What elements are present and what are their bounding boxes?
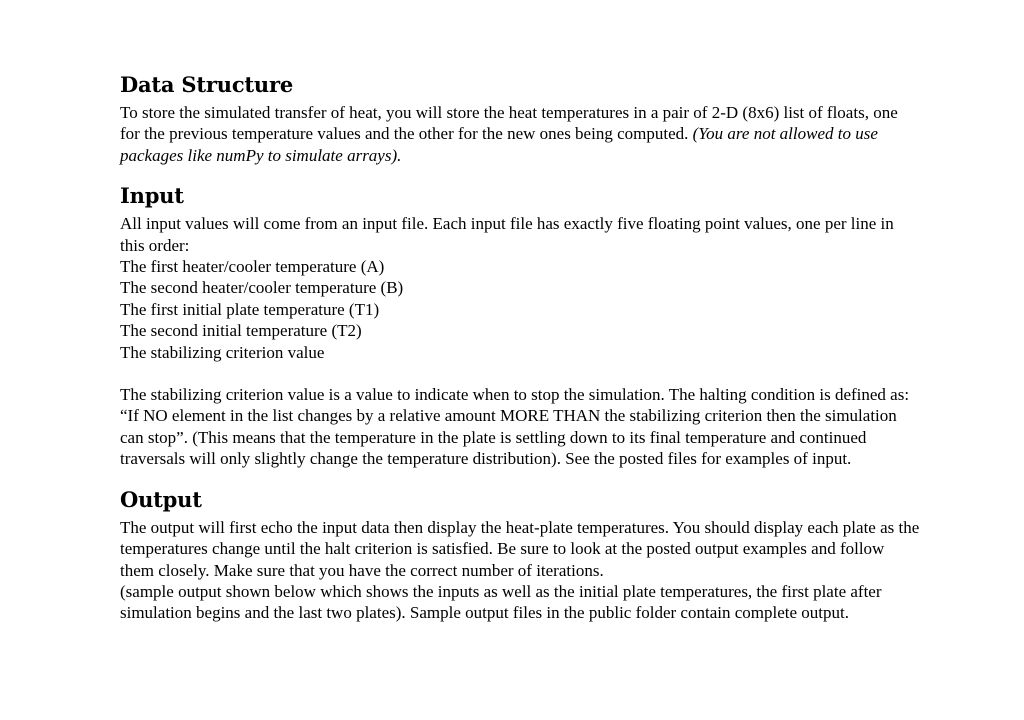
output-sample-note: (sample output shown below which shows the inputs as well as the initial plate temperatures, the first plate after simulation begins and the last two plates). Sample output files in the public folder contain complete output. [120,581,882,623]
output-section [120,487,920,624]
paragraph-spacer [120,363,920,384]
input-list-item: The first heater/cooler temperature (A) [120,257,385,277]
input-section [120,183,920,469]
input-list-item: The stabilizing criterion value [120,342,325,362]
data-structure-paragraph [120,102,920,166]
data-structure-note: (You are not allowed to use packages like numPy to simulate arrays). [120,124,878,165]
document-page [120,72,920,641]
input-criterion-paragraph: The stabilizing criterion value is a value to indicate when to stop the simulation. The halting condition is defined as: “If NO element in the list changes by a relative amount MORE THAN the stabilizing criterion then the simulation can stop”. (This means that the temperature in the plate is settling down to its final temperature and continued traversals will only slightly change the temperature distribution). See the posted files for examples of input. [120,385,910,469]
output-text: The output will first echo the input data then display the heat-plate temperatures. You should display each plate as the temperatures change until the halt criterion is satisfied. Be sure to look at the posted output examples and follow them closely. Make sure that you have the correct number of iterations. [120,517,920,580]
data-structure-text: To store the simulated transfer of heat, you will store the heat temperatures in a pair of 2-D (8x6) list of floats, one for the previous temperature values and the other for the new ones being computed. [120,103,898,144]
input-list [120,256,920,363]
output-heading: Output [120,486,202,512]
data-structure-heading: Data Structure [120,72,294,97]
input-heading: Input [120,183,184,209]
data-structure-section [120,72,920,166]
input-list-item: The second initial temperature (T2) [120,321,362,341]
input-list-item: The second heater/cooler temperature (B) [120,278,404,298]
output-paragraph [120,517,920,624]
input-list-item: The first initial plate temperature (T1) [120,299,380,319]
input-intro: All input values will come from an input file. Each input file has exactly five floating point values, one per line in this order: [120,214,894,255]
